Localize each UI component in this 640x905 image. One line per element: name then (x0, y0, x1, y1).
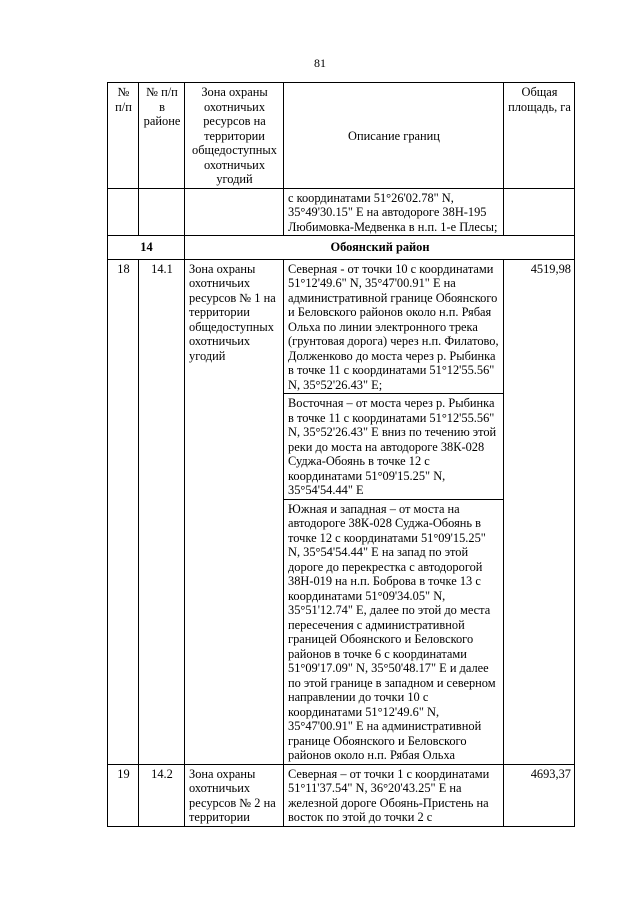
hunting-zones-table (107, 82, 575, 827)
continuation-text: с координатами 51°26'02.78" N, 35°49'30.15" Е на автодороге 38Н-195 Любимовка-Медвенка в н.п. 1-е Плесы; (284, 188, 504, 236)
table-row (108, 764, 575, 826)
district-number: 14 (108, 236, 185, 260)
row-number: 19 (108, 764, 139, 826)
continuation-row (108, 188, 575, 236)
table-header-row (108, 83, 575, 189)
border-north: Северная – от точки 1 с координатами 51°11'37.54" N, 36°20'43.25" Е на железной дороге Обоянь-Пристень на восток по этой до точки 2 с (284, 764, 504, 826)
table-row (108, 259, 575, 394)
header-zone-name: Зона охраны охотничьих ресурсов на территории общедоступных охотничьих угодий (185, 83, 284, 189)
header-district-number: № п/п в районе (139, 83, 185, 189)
header-row-number: № п/п (108, 83, 139, 189)
page-number: 81 (314, 56, 326, 70)
district-row (108, 236, 575, 260)
header-total-area: Общая площадь, га (504, 83, 575, 189)
row-zone-name: Зона охраны охотничьих ресурсов № 2 на территории (185, 764, 284, 826)
row-area: 4519,98 (504, 259, 575, 764)
header-border-description: Описание границ (284, 83, 504, 189)
row-district-number: 14.2 (139, 764, 185, 826)
district-name: Обоянский район (185, 236, 575, 260)
empty-cell (504, 188, 575, 236)
border-east: Восточная – от моста через р. Рыбинка в точке 11 с координатами 51°12'55.56" N, 35°52'26.43" Е вниз по течению этой реки до моста на автодороге 38К-028 Суджа-Обоянь в точке 12 с координатами 51°09'15.25" N, 35°54'54.44" Е (284, 394, 504, 500)
border-north: Северная - от точки 10 с координатами 51°12'49.6" N, 35°47'00.91" Е на административной границе Обоянского и Беловского районов около н.п. Рябая Ольха по линии электронного трека (грунтовая дорога) через н.п. Филатово, Долженково до моста через р. Рыбинка в точке 11 с координатами 51°12'55.56" N, 35°52'26.43" Е; (284, 259, 504, 394)
row-number: 18 (108, 259, 139, 764)
row-area: 4693,37 (504, 764, 575, 826)
row-district-number: 14.1 (139, 259, 185, 764)
border-south-west: Южная и западная – от моста на автодороге 38К-028 Суджа-Обоянь в точке 12 с координатами 51°09'15.25" N, 35°54'54.44" Е на запад по этой дороге до перекрестка с автодорогой 38Н-019 на н.п. Боброва в точке 13 с координатами 51°09'34.05" N, 35°51'12.74" Е, далее по этой до места пересечения с административной границей Обоянского и Беловского районов в точке 6 с координатами 51°09'17.09" N, 35°50'48.17" Е и далее по этой границе в западном и северном направлении до точки 10 с координатами 51°12'49.6" N, 35°47'00.91" Е на административной границе Обоянского и Беловского районов около н.п. Рябая Ольха (284, 499, 504, 764)
empty-cell (139, 188, 185, 236)
empty-cell (108, 188, 139, 236)
empty-cell (185, 188, 284, 236)
row-zone-name: Зона охраны охотничьих ресурсов № 1 на территории общедоступных охотничьих угодий (185, 259, 284, 764)
